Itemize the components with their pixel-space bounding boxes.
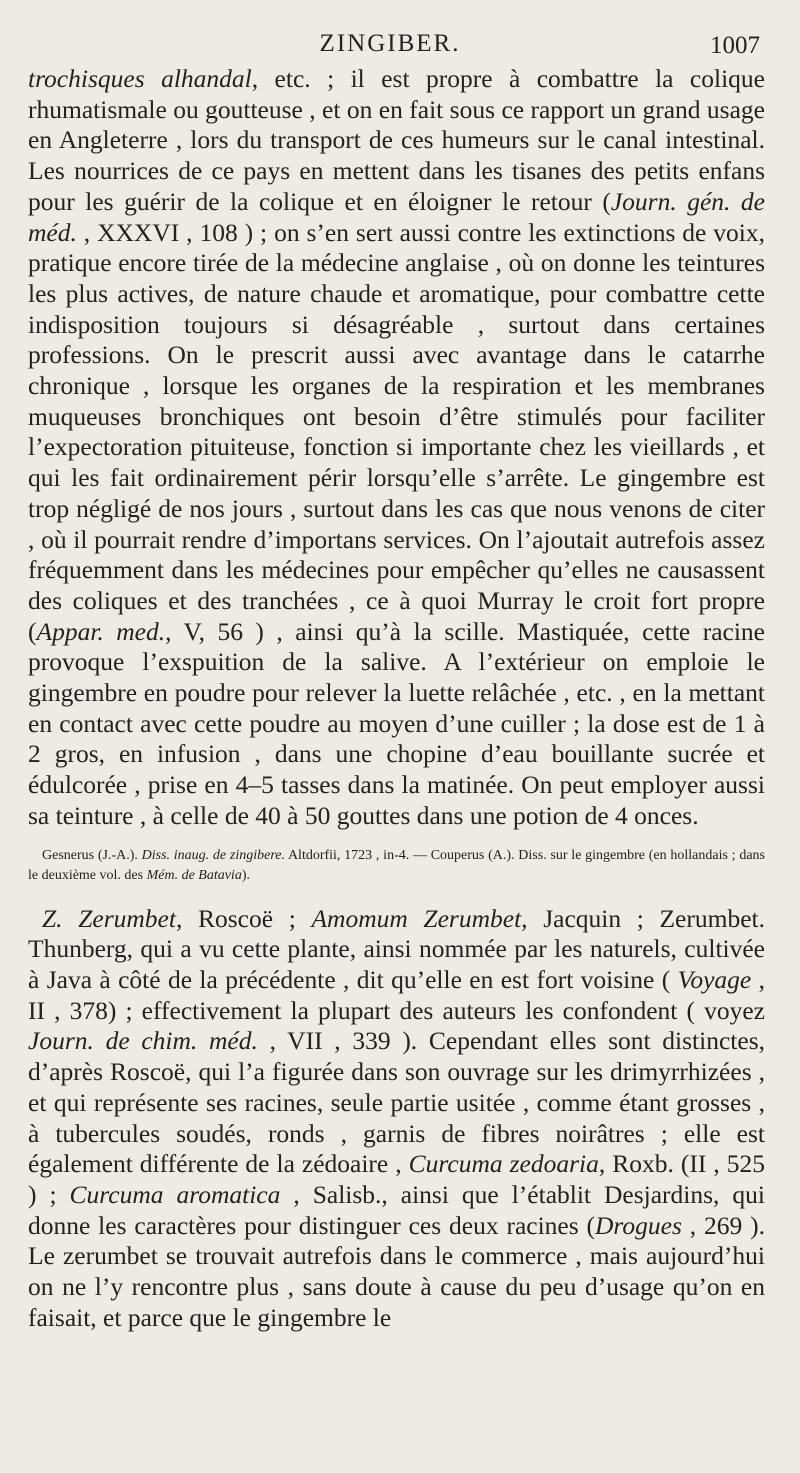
text-span: ).	[241, 867, 250, 883]
text-span: , Salisb., ainsi que l’établit Desjardins, qui donne les caractères pour distinguer ces deux racines (	[28, 1179, 765, 1240]
text-span: , V, 56 ) , ainsi qu’à la scille. Mastiquée, cette racine provoque l’exspuition de la salive. A l’extérieur on emploie le gingembre en poudre pour relever la luette relâchée , etc. , en la mettant en contact avec cette poudre au moyen d’une cuiller ; la dose est de 1 à 2 gros, en infusion , dans une chopine d’eau bouillante sucrée et édulcorée , prise en 4–5 tasses dans la matinée. On peut employer aussi sa teinture , à celle de 40 à 50 gouttes dans une potion de 4 onces.	[28, 616, 765, 830]
page-number: 1007	[710, 32, 760, 59]
text-span: , Roscoë ;	[175, 903, 312, 933]
bibliography-note	[28, 846, 765, 886]
text-span: Amomum Zerumbet,	[311, 903, 528, 933]
text-span: Mém. de Batavia	[146, 867, 242, 883]
text-span: Diss. inaug. de zingibere.	[141, 847, 285, 863]
text-span: Appar. med.	[36, 616, 166, 646]
text-span: Jacquin ; Zerumbet. Thunberg, qui a vu cette plante, ainsi nommée par les naturels, cultivée à Java à côté de la précédente , dit qu’elle en est fort voisine (	[28, 903, 765, 994]
text-span: , 269 ). Le zerumbet se trouvait autrefois dans le commerce , mais aujourd’hui on ne l’y rencontre plus , sans doute à cause du peu d’usage qu’on en faisait, et parce que le gingembre le	[28, 1210, 765, 1332]
text-span: Journ. de chim. méd.	[28, 1026, 258, 1056]
text-span: Z. Zerumbet	[42, 903, 176, 933]
page-header	[0, 20, 800, 60]
running-title: ZINGIBER.	[319, 30, 461, 57]
text-span: Curcuma aromatica	[69, 1179, 281, 1209]
text-span: Journ. gén. de méd.	[28, 186, 765, 247]
text-span: , etc. ; il est propre à combattre la colique rhumatismale ou goutteuse , et on en fait sous ce rapport un grand usage en Angleterre , lors du transport de ces humeurs sur le canal intestinal. Les nourrices de ce pays en mettent dans les tisanes des petits enfans pour les guérir de la colique et en éloigner le retour (	[28, 64, 765, 216]
text-span: Altdorfii, 1723 , in-4. — Couperus (A.). Diss. sur le gingembre (en hollandais ; dans le deuxième vol. des	[28, 847, 765, 883]
text-span: Drogues	[595, 1210, 682, 1240]
body-text	[28, 64, 765, 1333]
text-span: , VII , 339 ). Cependant elles sont distinctes, d’après Roscoë, qui l’a figurée dans son ouvrage sur les drimyrrhizées , et qui représente ses racines, seule partie usitée , comme étant grosses , à tubercules soudés, ronds , garnis de fibres noirâtres ; elle est également différente de la zédoaire ,	[28, 1026, 765, 1179]
text-span: trochisques alhandal	[28, 64, 252, 93]
text-span: , II , 378) ; effectivement la plupart des auteurs les confondent ( voyez	[28, 964, 765, 1025]
paragraph-zerumbet	[28, 904, 765, 1334]
text-span: Voyage	[677, 964, 752, 994]
text-span: , Roxb. (II , 525 ) ;	[28, 1149, 765, 1209]
text-span: , XXXVI , 108 ) ; on s’en sert aussi contre les extinctions de voix, pratique encore tirée de la médecine anglaise , où on donne les teintures les plus actives, de nature chaude et aromatique, pour combattre cette indisposition toujours si désagréable , surtout dans certaines professions. On le prescrit aussi avec avantage dans le catarrhe chronique , lorsque les organes de la respiration et les membranes muqueuses bronchiques ont besoin d’être stimulés pour faciliter l’expectoration pituiteuse, fonction si importante chez les vieillards , et qui les fait ordinairement périr lorsqu’elle s’arrête. Le gingembre est trop négligé de nos jours , surtout dans les cas que nous venons de citer , où il pourrait rendre d’importans services. On l’ajoutait autrefois assez fréquemment dans les médecines pour empêcher qu’elles ne causassent des coliques et des tranchées , ce à quoi Murray le croit fort propre (	[28, 217, 765, 646]
paragraph-gingembre-uses	[28, 64, 765, 832]
text-span: Gesnerus (J.-A.).	[42, 847, 142, 863]
text-span: Curcuma zedoaria	[408, 1149, 599, 1179]
